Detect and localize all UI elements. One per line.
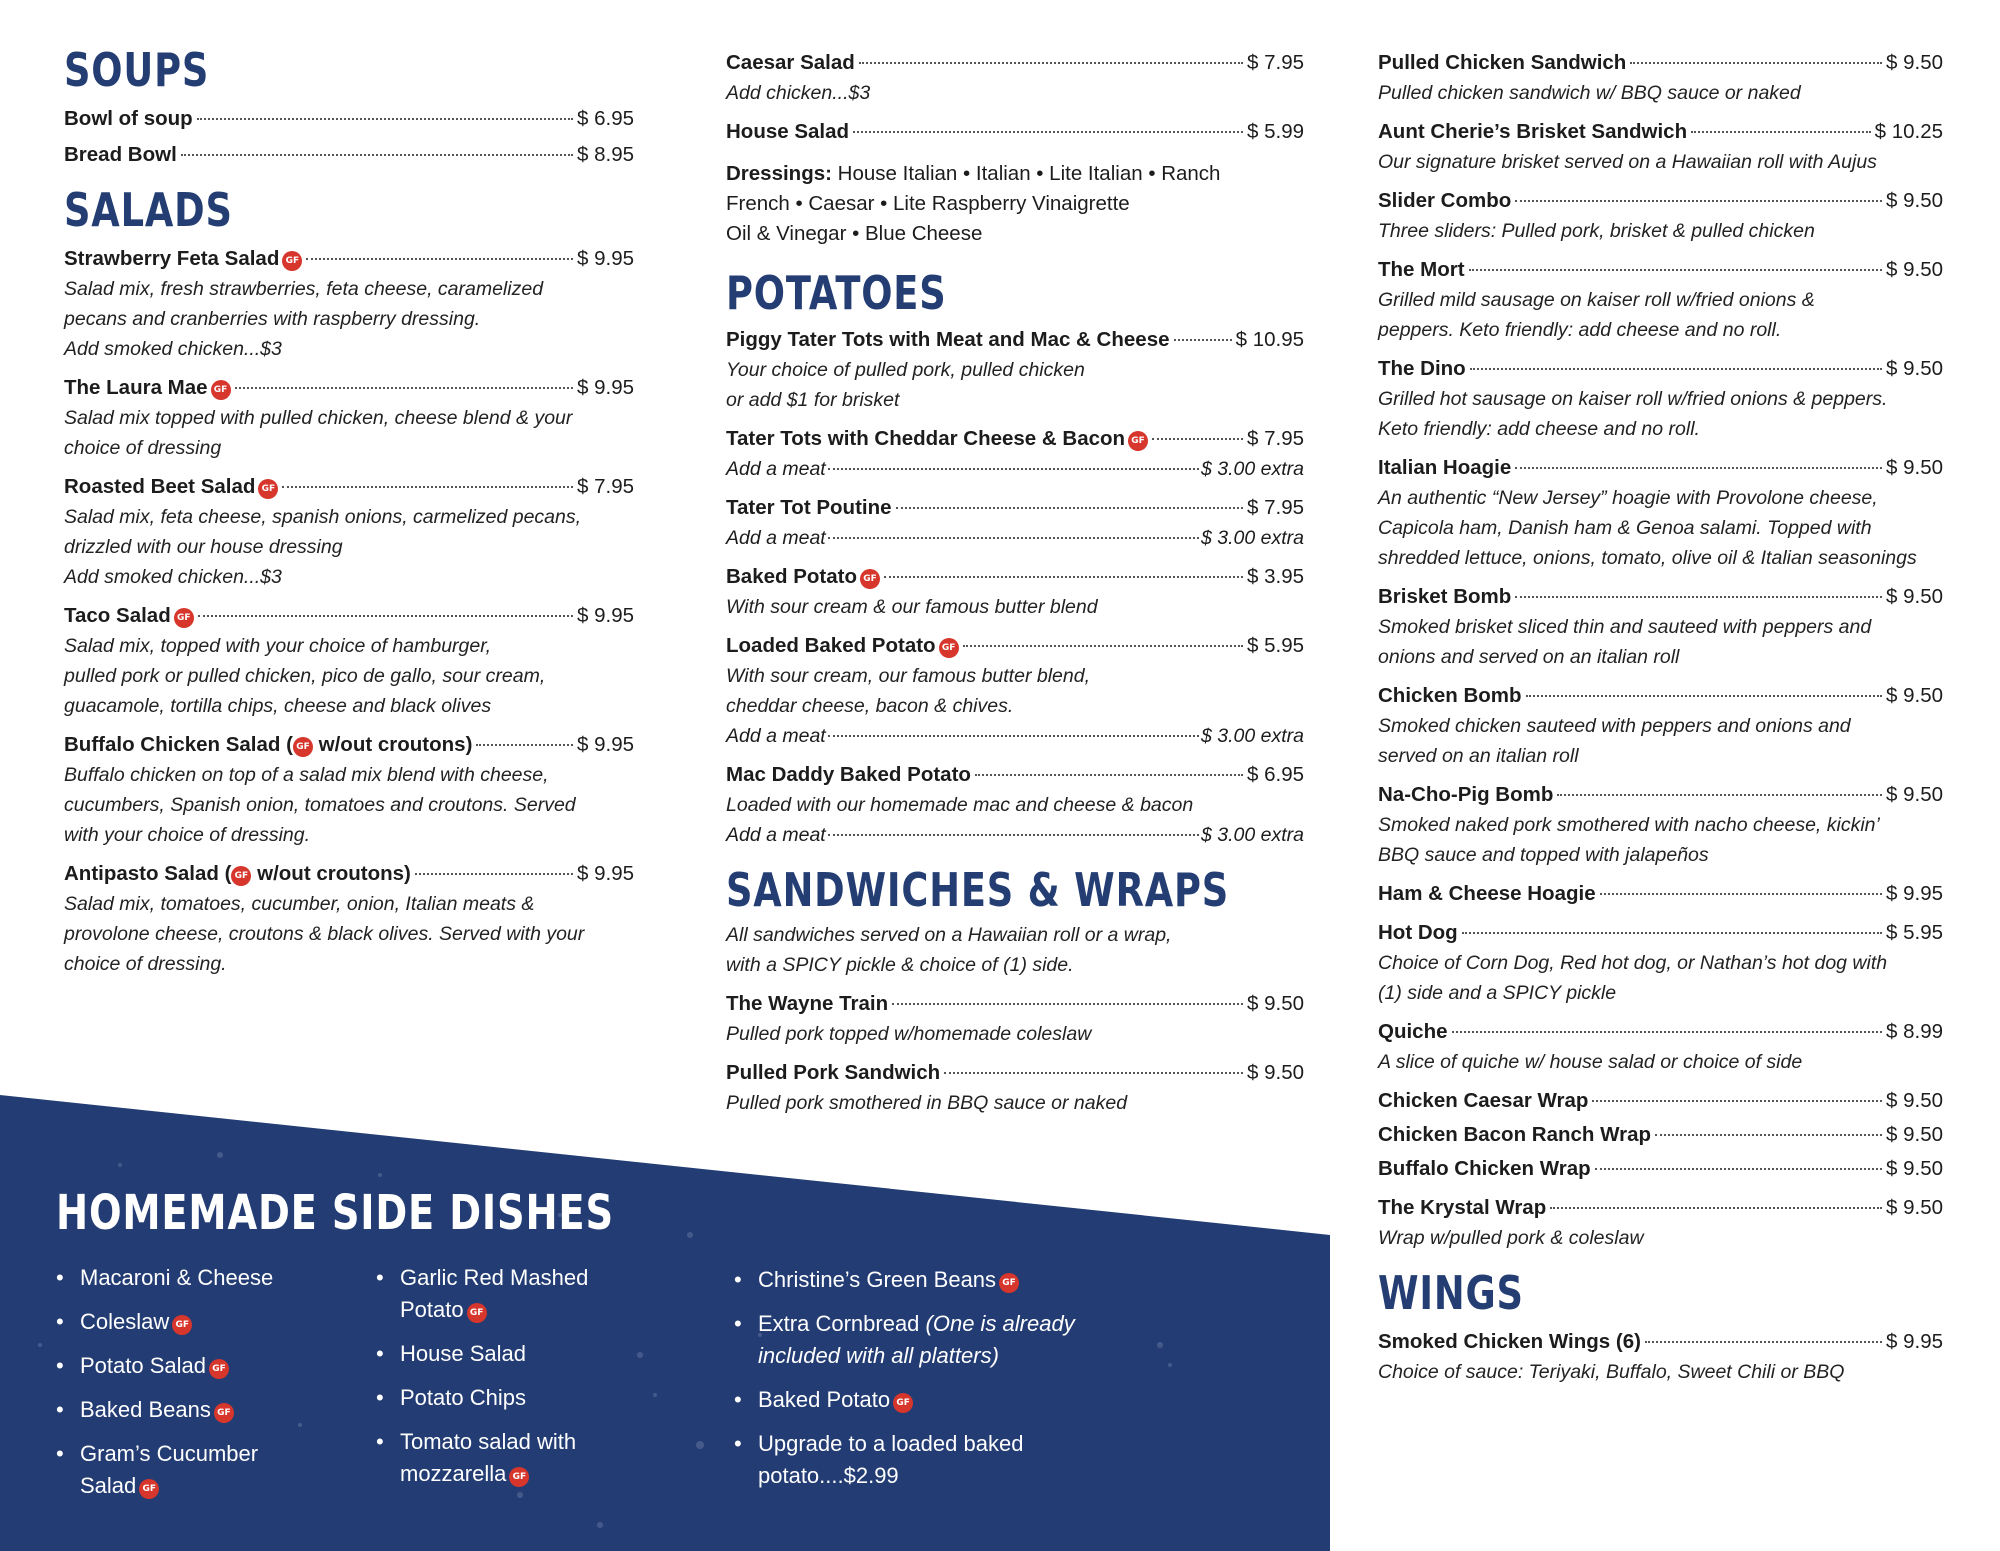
menu-item <box>1378 582 1943 672</box>
item-price: $ 9.50 <box>1247 992 1304 1015</box>
item-description: Salad mix, feta cheese, spanish onions, carmelized pecans, <box>64 506 582 528</box>
gluten-free-icon: GF <box>258 479 278 499</box>
add-meat-price: $ 3.00 extra <box>1201 458 1304 480</box>
item-description: Add chicken...$3 <box>726 82 871 104</box>
item-description: Grilled mild sausage on kaiser roll w/fried onions & <box>1378 289 1815 311</box>
sandwiches-intro: All sandwiches served on a Hawaiian roll or a wrap, <box>726 924 1172 946</box>
item-name: Italian Hoagie <box>1378 456 1512 479</box>
item-name: Roasted Beet Salad <box>64 475 256 498</box>
item-price: $ 9.50 <box>1247 1061 1304 1084</box>
item-description: With sour cream, our famous butter blend, <box>726 665 1090 687</box>
item-description: onions and served on an italian roll <box>1378 646 1680 668</box>
side-dish-name: Tomato salad with <box>400 1429 577 1454</box>
column-middle <box>726 40 1304 1118</box>
add-meat-label: Add a meat <box>726 527 826 549</box>
side-dish-item <box>376 1382 588 1414</box>
side-dish-name: Coleslaw <box>80 1309 170 1334</box>
item-price: $ 9.50 <box>1886 51 1943 74</box>
item-price: $ 9.50 <box>1886 1157 1943 1180</box>
leader-dots <box>1592 1100 1882 1102</box>
item-description: peppers. Keto friendly: add cheese and no roll. <box>1378 319 1782 341</box>
side-dish-name: Potato Chips <box>400 1385 526 1410</box>
leader-dots <box>963 645 1243 647</box>
item-name: Pulled Pork Sandwich <box>726 1061 941 1084</box>
gluten-free-icon: GF <box>293 737 313 757</box>
side-dish-item <box>56 1262 273 1294</box>
side-dish-name: Potato <box>400 1297 464 1322</box>
item-name: Tater Tot Poutine <box>726 496 892 519</box>
leader-dots <box>476 744 573 746</box>
item-price: $ 3.95 <box>1247 565 1304 588</box>
leader-dots <box>1174 339 1232 341</box>
item-name: The Krystal Wrap <box>1378 1196 1547 1219</box>
item-price: $ 9.95 <box>1886 1330 1943 1353</box>
soups-heading: SOUPS <box>64 43 210 97</box>
side-dish-item <box>734 1308 1075 1372</box>
menu-item <box>726 631 1304 751</box>
item-name: Chicken Bomb <box>1378 684 1522 707</box>
menu-item <box>64 373 634 463</box>
item-price: $ 5.95 <box>1247 634 1304 657</box>
gluten-free-icon: GF <box>231 866 251 886</box>
menu-item <box>1378 1327 1943 1387</box>
menu-item <box>1378 1017 1943 1077</box>
side-dish-name: Upgrade to a loaded baked <box>758 1431 1024 1456</box>
leader-dots <box>1515 200 1882 202</box>
item-price: $ 9.95 <box>577 604 634 627</box>
item-name: Brisket Bomb <box>1378 585 1512 608</box>
item-description: pulled pork or pulled chicken, pico de gallo, sour cream, <box>64 665 546 687</box>
gluten-free-icon: GF <box>893 1393 913 1413</box>
side-dish-name: Garlic Red Mashed <box>400 1265 589 1290</box>
item-description: BBQ sauce and topped with jalapeños <box>1378 844 1709 866</box>
item-description: Pulled pork topped w/homemade coleslaw <box>726 1023 1092 1045</box>
item-description: Add smoked chicken...$3 <box>64 566 282 588</box>
side-dish-item <box>734 1428 1075 1492</box>
leader-dots <box>1515 596 1882 598</box>
menu-item <box>1378 453 1943 573</box>
side-dish-item <box>376 1426 588 1490</box>
item-price: $ 9.50 <box>1886 1089 1943 1112</box>
gluten-free-icon: GF <box>139 1479 159 1499</box>
side-dish-item <box>56 1306 273 1338</box>
item-name: Pulled Chicken Sandwich <box>1378 51 1627 74</box>
menu-item <box>64 730 634 850</box>
sandwiches-heading: SANDWICHES & WRAPS <box>726 863 1230 917</box>
side-dishes-list <box>376 1262 588 1502</box>
leader-dots <box>884 576 1243 578</box>
menu-item <box>726 493 1304 553</box>
item-price: $ 7.95 <box>1247 427 1304 450</box>
leader-dots <box>1691 131 1871 133</box>
menu-item <box>64 104 634 134</box>
item-description: Salad mix topped with pulled chicken, cheese blend & your <box>64 407 573 429</box>
item-description: Pulled chicken sandwich w/ BBQ sauce or naked <box>1378 82 1801 104</box>
leader-dots <box>944 1072 1243 1074</box>
potatoes-heading: POTATOES <box>726 266 947 320</box>
item-description: Salad mix, tomatoes, cucumber, onion, Italian meats & <box>64 893 535 915</box>
side-dish-name: Salad <box>80 1473 137 1498</box>
leader-dots <box>306 258 573 260</box>
item-price: $ 9.50 <box>1886 456 1943 479</box>
dressings-line: House Italian • Italian • Lite Italian • Ranch <box>837 162 1221 185</box>
item-price: $ 5.95 <box>1886 921 1943 944</box>
side-dish-name: Potato Salad <box>80 1353 206 1378</box>
item-description: Choice of sauce: Teriyaki, Buffalo, Sweet Chili or BBQ <box>1378 1361 1845 1383</box>
item-name: Strawberry Feta Salad <box>64 247 280 270</box>
menu-item <box>1378 1193 1943 1253</box>
item-name: The Wayne Train <box>726 992 889 1015</box>
item-description: pecans and cranberries with raspberry dressing. <box>64 308 481 330</box>
menu-item <box>1378 681 1943 771</box>
leader-dots <box>1469 269 1882 271</box>
item-name: Ham & Cheese Hoagie <box>1378 882 1596 905</box>
item-name: The Laura Mae <box>64 376 208 399</box>
item-price: $ 9.50 <box>1886 357 1943 380</box>
leader-dots <box>198 615 573 617</box>
item-name: Quiche <box>1378 1020 1448 1043</box>
menu-item <box>726 48 1304 108</box>
leader-dots <box>828 735 1199 737</box>
item-name-pre: Buffalo Chicken Salad ( <box>64 733 293 756</box>
item-description: An authentic “New Jersey” hoagie with Provolone cheese, <box>1378 487 1878 509</box>
leader-dots <box>1600 893 1882 895</box>
gluten-free-icon: GF <box>214 1403 234 1423</box>
side-dish-name: mozzarella <box>400 1461 507 1486</box>
item-price: $ 7.95 <box>577 475 634 498</box>
item-price: $ 7.95 <box>1247 51 1304 74</box>
item-price: $ 9.50 <box>1886 684 1943 707</box>
item-description: or add $1 for brisket <box>726 389 900 411</box>
item-price: $ 9.50 <box>1886 783 1943 806</box>
side-dish-item <box>734 1264 1075 1296</box>
menu-item <box>726 760 1304 850</box>
item-description: Salad mix, topped with your choice of hamburger, <box>64 635 492 657</box>
side-dish-item <box>56 1394 273 1426</box>
item-name: The Dino <box>1378 357 1466 380</box>
item-price: $ 9.95 <box>577 862 634 885</box>
item-description: Add smoked chicken...$3 <box>64 338 282 360</box>
leader-dots <box>1515 467 1882 469</box>
menu-item <box>1378 354 1943 444</box>
item-price: $ 10.95 <box>1235 328 1304 351</box>
item-description: choice of dressing. <box>64 953 227 975</box>
item-price: $ 8.99 <box>1886 1020 1943 1043</box>
side-dish-item <box>376 1338 588 1370</box>
menu-item <box>64 244 634 364</box>
item-name: Bread Bowl <box>64 143 177 166</box>
dressings-line: French • Caesar • Lite Raspberry Vinaigrette <box>726 192 1130 215</box>
item-description: Smoked brisket sliced thin and sauteed with peppers and <box>1378 616 1872 638</box>
item-name-post: w/out croutons) <box>251 862 411 885</box>
gluten-free-icon: GF <box>209 1359 229 1379</box>
item-description: Keto friendly: add cheese and no roll. <box>1378 418 1700 440</box>
item-description: Capicola ham, Danish ham & Genoa salami. Topped with <box>1378 517 1872 539</box>
item-description: Salad mix, fresh strawberries, feta cheese, caramelized <box>64 278 544 300</box>
leader-dots <box>1557 794 1882 796</box>
dressings-line: Oil & Vinegar • Blue Cheese <box>726 222 983 245</box>
menu-item <box>726 989 1304 1049</box>
item-description: guacamole, tortilla chips, cheese and black olives <box>64 695 492 717</box>
add-meat-price: $ 3.00 extra <box>1201 725 1304 747</box>
dressings-label: Dressings: <box>726 162 832 185</box>
add-meat-label: Add a meat <box>726 458 826 480</box>
side-dish-name: Baked Potato <box>758 1387 891 1412</box>
side-dish-name: House Salad <box>400 1341 526 1366</box>
menu-item <box>1378 48 1943 108</box>
menu-item <box>1378 186 1943 246</box>
menu-item <box>64 859 634 979</box>
item-name: The Mort <box>1378 258 1465 281</box>
gluten-free-icon: GF <box>999 1273 1019 1293</box>
menu-item <box>1378 780 1943 870</box>
item-description: provolone cheese, croutons & black olives. Served with your <box>64 923 585 945</box>
gluten-free-icon: GF <box>1128 431 1148 451</box>
side-dish-item <box>56 1350 273 1382</box>
leader-dots <box>1470 368 1882 370</box>
add-meat-price: $ 3.00 extra <box>1201 824 1304 846</box>
item-description: served on an italian roll <box>1378 745 1579 767</box>
menu-item <box>726 562 1304 622</box>
menu-item <box>726 117 1304 147</box>
side-dish-name: Christine’s Green Beans <box>758 1267 997 1292</box>
gluten-free-icon: GF <box>211 380 231 400</box>
item-description: A slice of quiche w/ house salad or choice of side <box>1378 1051 1803 1073</box>
column-left <box>64 40 634 979</box>
item-description: drizzled with our house dressing <box>64 536 343 558</box>
item-name: Hot Dog <box>1378 921 1458 944</box>
item-name: Aunt Cherie’s Brisket Sandwich <box>1378 120 1688 143</box>
item-price: $ 9.50 <box>1886 1196 1943 1219</box>
leader-dots <box>828 468 1199 470</box>
leader-dots <box>1595 1168 1882 1170</box>
menu-item <box>1378 1154 1943 1184</box>
side-dish-name: Extra Cornbread <box>758 1311 920 1336</box>
item-price: $ 9.50 <box>1886 189 1943 212</box>
side-dish-item <box>56 1438 273 1502</box>
menu-item <box>726 325 1304 415</box>
gluten-free-icon: GF <box>282 251 302 271</box>
item-description: Wrap w/pulled pork & coleslaw <box>1378 1227 1644 1249</box>
gluten-free-icon: GF <box>174 608 194 628</box>
item-description: Loaded with our homemade mac and cheese & bacon <box>726 794 1194 816</box>
item-description: with your choice of dressing. <box>64 824 311 846</box>
item-description: cheddar cheese, bacon & chives. <box>726 695 1014 717</box>
leader-dots <box>828 537 1199 539</box>
item-name: Slider Combo <box>1378 189 1512 212</box>
leader-dots <box>197 118 573 120</box>
item-name: Piggy Tater Tots with Meat and Mac & Cheese <box>726 328 1170 351</box>
leader-dots <box>181 154 573 156</box>
menu-item <box>64 601 634 721</box>
item-price: $ 9.95 <box>1886 882 1943 905</box>
item-price: $ 9.95 <box>577 376 634 399</box>
menu-item <box>1378 255 1943 345</box>
gluten-free-icon: GF <box>467 1303 487 1323</box>
item-price: $ 9.95 <box>577 247 634 270</box>
item-name: House Salad <box>726 120 850 143</box>
leader-dots <box>853 131 1243 133</box>
item-price: $ 9.50 <box>1886 1123 1943 1146</box>
item-description: Buffalo chicken on top of a salad mix blend with cheese, <box>64 764 549 786</box>
item-description: Smoked naked pork smothered with nacho cheese, kickin’ <box>1378 814 1880 836</box>
item-price: $ 5.99 <box>1247 120 1304 143</box>
menu-item <box>1378 918 1943 1008</box>
add-meat-price: $ 3.00 extra <box>1201 527 1304 549</box>
item-price: $ 6.95 <box>1247 763 1304 786</box>
add-meat-label: Add a meat <box>726 725 826 747</box>
item-description: Smoked chicken sauteed with peppers and onions and <box>1378 715 1851 737</box>
item-price: $ 7.95 <box>1247 496 1304 519</box>
item-price: $ 9.95 <box>577 733 634 756</box>
item-description: Pulled pork smothered in BBQ sauce or naked <box>726 1092 1128 1114</box>
menu-item <box>1378 1120 1943 1150</box>
sandwiches-intro: with a SPICY pickle & choice of (1) side. <box>726 954 1074 976</box>
gluten-free-icon: GF <box>172 1315 192 1335</box>
side-dishes-list <box>734 1264 1075 1504</box>
leader-dots <box>1550 1207 1882 1209</box>
item-price: $ 6.95 <box>577 107 634 130</box>
leader-dots <box>1630 62 1882 64</box>
item-description: (1) side and a SPICY pickle <box>1378 982 1617 1004</box>
item-name: Tater Tots with Cheddar Cheese & Bacon <box>726 427 1126 450</box>
leader-dots <box>1526 695 1882 697</box>
dressings-block <box>726 159 1304 249</box>
item-price: $ 10.25 <box>1874 120 1943 143</box>
gluten-free-icon: GF <box>939 638 959 658</box>
item-description: Grilled hot sausage on kaiser roll w/fried onions & peppers. <box>1378 388 1888 410</box>
item-description: choice of dressing <box>64 437 222 459</box>
side-dish-note: (One is already <box>919 1311 1075 1336</box>
item-name: Smoked Chicken Wings (6) <box>1378 1330 1641 1353</box>
gluten-free-icon: GF <box>509 1467 529 1487</box>
side-dish-name: potato....$2.99 <box>758 1463 899 1488</box>
leader-dots <box>235 387 573 389</box>
item-name: Mac Daddy Baked Potato <box>726 763 971 786</box>
item-name: Chicken Caesar Wrap <box>1378 1089 1589 1112</box>
item-description: Our signature brisket served on a Hawaiian roll with Aujus <box>1378 151 1877 173</box>
item-description: Choice of Corn Dog, Red hot dog, or Nathan’s hot dog with <box>1378 952 1888 974</box>
side-dish-item <box>376 1262 588 1326</box>
item-price: $ 8.95 <box>577 143 634 166</box>
leader-dots <box>415 873 573 875</box>
item-description: cucumbers, Spanish onion, tomatoes and croutons. Served <box>64 794 576 816</box>
item-description: Your choice of pulled pork, pulled chicken <box>726 359 1085 381</box>
leader-dots <box>282 486 573 488</box>
leader-dots <box>1452 1031 1883 1033</box>
menu-item <box>64 140 634 170</box>
item-name-pre: Antipasto Salad ( <box>64 862 232 885</box>
leader-dots <box>896 507 1243 509</box>
item-price: $ 9.50 <box>1886 585 1943 608</box>
item-name-post: w/out croutons) <box>312 733 473 756</box>
item-name: Loaded Baked Potato <box>726 634 936 657</box>
leader-dots <box>828 834 1199 836</box>
side-dish-name: Baked Beans <box>80 1397 211 1422</box>
item-description: shredded lettuce, onions, tomato, olive oil & Italian seasonings <box>1378 547 1917 569</box>
side-dish-name: Gram’s Cucumber <box>80 1441 259 1466</box>
leader-dots <box>1655 1134 1882 1136</box>
item-description: Three sliders: Pulled pork, brisket & pulled chicken <box>1378 220 1815 242</box>
side-dish-item <box>734 1384 1075 1416</box>
item-name: Baked Potato <box>726 565 857 588</box>
gluten-free-icon: GF <box>860 569 880 589</box>
item-description: With sour cream & our famous butter blend <box>726 596 1098 618</box>
leader-dots <box>1152 438 1243 440</box>
item-name: Buffalo Chicken Wrap <box>1378 1157 1591 1180</box>
side-dishes-heading: HOMEMADE SIDE DISHES <box>56 1185 614 1241</box>
menu-item <box>726 424 1304 484</box>
side-dish-name: Macaroni & Cheese <box>80 1265 274 1290</box>
leader-dots <box>859 62 1243 64</box>
column-right <box>1378 40 1943 1387</box>
leader-dots <box>1462 932 1882 934</box>
add-meat-label: Add a meat <box>726 824 826 846</box>
menu-item <box>1378 879 1943 909</box>
leader-dots <box>892 1003 1243 1005</box>
menu-item <box>1378 117 1943 177</box>
leader-dots <box>1645 1341 1882 1343</box>
leader-dots <box>975 774 1243 776</box>
wings-heading: WINGS <box>1378 1266 1524 1320</box>
item-name: Taco Salad <box>64 604 171 627</box>
item-name: Na-Cho-Pig Bomb <box>1378 783 1554 806</box>
side-dishes-list <box>56 1262 273 1514</box>
menu-item <box>64 472 634 592</box>
item-name: Bowl of soup <box>64 107 193 130</box>
item-price: $ 9.50 <box>1886 258 1943 281</box>
menu-item <box>1378 1086 1943 1116</box>
salads-heading: SALADS <box>64 183 233 237</box>
side-dish-note: included with all platters) <box>758 1343 999 1368</box>
item-name: Caesar Salad <box>726 51 855 74</box>
item-name: Chicken Bacon Ranch Wrap <box>1378 1123 1652 1146</box>
